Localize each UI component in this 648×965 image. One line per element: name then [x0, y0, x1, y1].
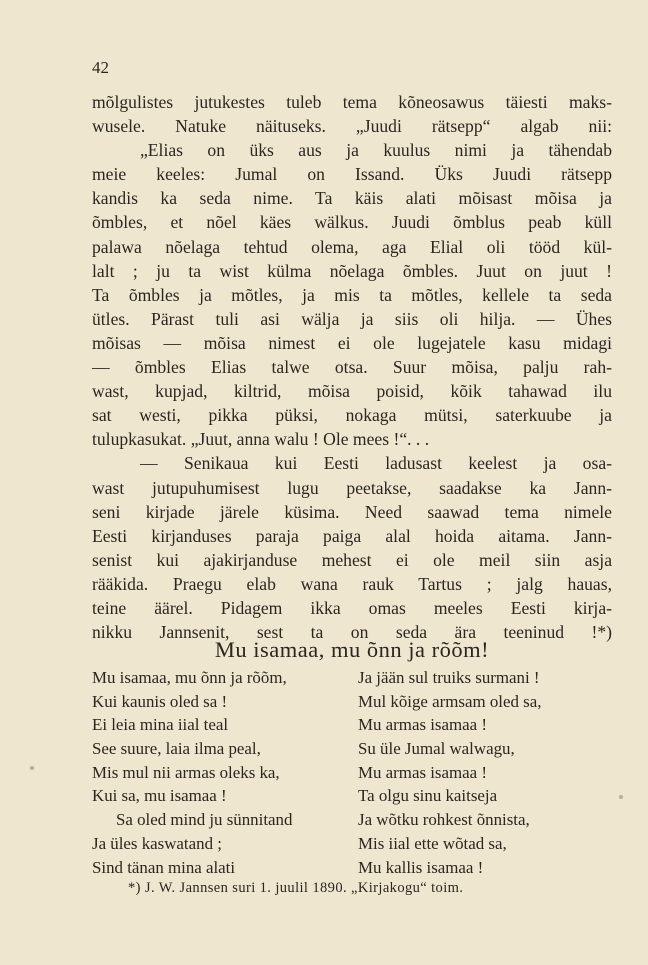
- prose-line: Ta õmbles ja mõtles, ja mis ta mõtles, kellele ta seda: [92, 284, 612, 305]
- prose-line: wusele. Natuke näituseks. „Juudi rätsepp“ algab nii:: [92, 116, 612, 137]
- poem-column-left: [92, 666, 348, 879]
- poem-line: Mul kõige armsam oled sa,: [358, 691, 542, 711]
- paper-speck: [30, 766, 34, 770]
- poem-line: See suure, laia ilma peal,: [92, 739, 261, 759]
- paper-speck: [619, 795, 623, 799]
- poem-column-right: [358, 666, 614, 879]
- prose-body: [92, 90, 612, 644]
- footnote: *) J. W. Jannsen suri 1. juulil 1890. „Kirjakogu“ toim.: [128, 880, 464, 896]
- poem-line: Su üle Jumal walwagu,: [358, 739, 515, 759]
- poem-line: Ja wõtku rohkest õnnista,: [358, 810, 530, 830]
- poem-title: Mu isamaa, mu õnn ja rõõm!: [214, 637, 490, 662]
- poem-line: Ja üles kaswatand ;: [92, 833, 222, 853]
- prose-line: teine äärel. Pidagem ikka omas meeles Eesti kirja-: [92, 597, 612, 618]
- poem-line: Kui kaunis oled sa !: [92, 691, 228, 711]
- prose-line: „Elias on üks aus ja kuulus nimi ja tähendab: [140, 140, 612, 161]
- poem-line: Sa oled mind ju sünnitand: [116, 810, 293, 830]
- prose-line: wast jutupuhumisest lugu peetakse, saadakse ka Jann-: [92, 477, 612, 498]
- prose-line: tulupkasukat. „Juut, anna walu ! Ole mees !“. . .: [92, 429, 430, 450]
- prose-line: õmbles, et nõel käes wälkus. Juudi õmblus peab küll: [92, 212, 612, 233]
- prose-line: senist kui ajakirjanduse mehest ei ole meil siin asja: [92, 549, 612, 570]
- prose-line: mõlgulistes jutukestes tuleb tema kõneosawus täiesti maks-: [92, 92, 612, 112]
- poem-line: Sind tänan mina alati: [92, 857, 236, 877]
- poem-line: Ja jään sul truiks surmani !: [358, 668, 540, 687]
- poem-line: Ta olgu sinu kaitseja: [358, 786, 498, 806]
- prose-line: — õmbles Elias talwe otsa. Suur mõisa, palju rah-: [92, 357, 612, 378]
- poem-line: Ei leia mina iial teal: [92, 715, 229, 735]
- prose-line: nikku Jannsenit, sest ta on seda ära teeninud !*): [92, 622, 612, 643]
- page-number: 42: [92, 58, 109, 77]
- prose-line: rääkida. Praegu elab wana rauk Tartus ; jalg hauas,: [92, 573, 612, 594]
- poem-line: Mu armas isamaa !: [358, 762, 487, 782]
- prose-line: kandis ka seda nime. Ta käis alati mõisast mõisa ja: [92, 188, 612, 209]
- prose-line: sat westi, pikka püksi, nokaga mütsi, saterkuube ja: [92, 405, 612, 426]
- poem-line: Mis iial ette wõtad sa,: [358, 833, 507, 853]
- poem-line: Mis mul nii armas oleks ka,: [92, 762, 280, 782]
- poem-line: Mu armas isamaa !: [358, 715, 487, 735]
- prose-line: ütles. Pärast tuli asi wälja ja siis oli hilja. — Ühes: [92, 308, 612, 329]
- prose-line: Eesti kirjanduses paraja paiga alal hoida aitama. Jann-: [92, 525, 612, 546]
- poem-line: Kui sa, mu isamaa !: [92, 786, 227, 806]
- poem-line: Mu kallis isamaa !: [358, 857, 484, 877]
- poem-line: Mu isamaa, mu õnn ja rõõm,: [92, 668, 287, 687]
- prose-line: palawa nõelaga tehtud olema, aga Elial oli tööd kül-: [92, 236, 612, 257]
- prose-line: mõisas — mõisa nimest ei ole lugejatele kasu midagi: [92, 332, 612, 353]
- prose-line: wast, kupjad, kiltrid, mõisa poisid, kõik tahawad ilu: [92, 381, 612, 402]
- prose-line: lalt ; ju ta wist külma nõelaga õmbles. Juut on juut !: [92, 260, 612, 281]
- prose-line: seni kirjade järele küsima. Need saawad tema nimele: [92, 501, 612, 522]
- prose-line: meie keeles: Jumal on Issand. Üks Juudi rätsepp: [92, 164, 612, 185]
- prose-line: — Senikaua kui Eesti ladusast keelest ja osa-: [140, 453, 612, 474]
